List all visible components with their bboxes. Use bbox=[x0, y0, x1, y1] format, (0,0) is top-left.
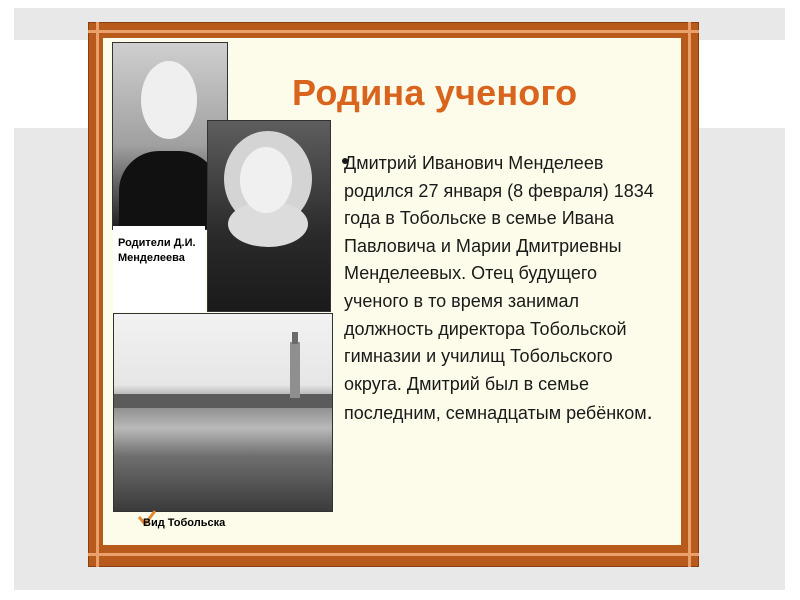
biography-end: семнадцатым ребёнком bbox=[445, 403, 647, 424]
frame-rule-left bbox=[96, 22, 99, 567]
biography-text bbox=[344, 150, 664, 428]
frame-rule-bottom bbox=[88, 553, 699, 556]
frame-rule-top bbox=[88, 30, 699, 33]
parents-caption: Родители Д.И. Менделеева bbox=[118, 237, 196, 264]
bell-tower-top bbox=[292, 332, 298, 344]
father-face bbox=[141, 61, 197, 139]
bell-tower bbox=[290, 342, 300, 398]
biography-main: Дмитрий Иванович Менделеев родился 27 января (8 февраля) 1834 года в Тобольске в семье Ивана Павловича и Марии Дмитриевны Менделеевых. Отец будущего ученого в то время занимал должность директора Тобольской гимназии и училищ Тобольского округа. Дмитрий был в семье последним, bbox=[344, 153, 654, 424]
tobolsk-photo bbox=[113, 313, 333, 512]
tobolsk-caption: Вид Тобольска bbox=[143, 517, 226, 529]
slide-title: Родина ученого bbox=[292, 72, 578, 113]
frame-rule-right bbox=[688, 22, 691, 567]
mother-face bbox=[240, 147, 292, 213]
father-coat bbox=[119, 151, 219, 229]
biography-period: . bbox=[646, 399, 653, 425]
mother-portrait bbox=[207, 120, 331, 312]
